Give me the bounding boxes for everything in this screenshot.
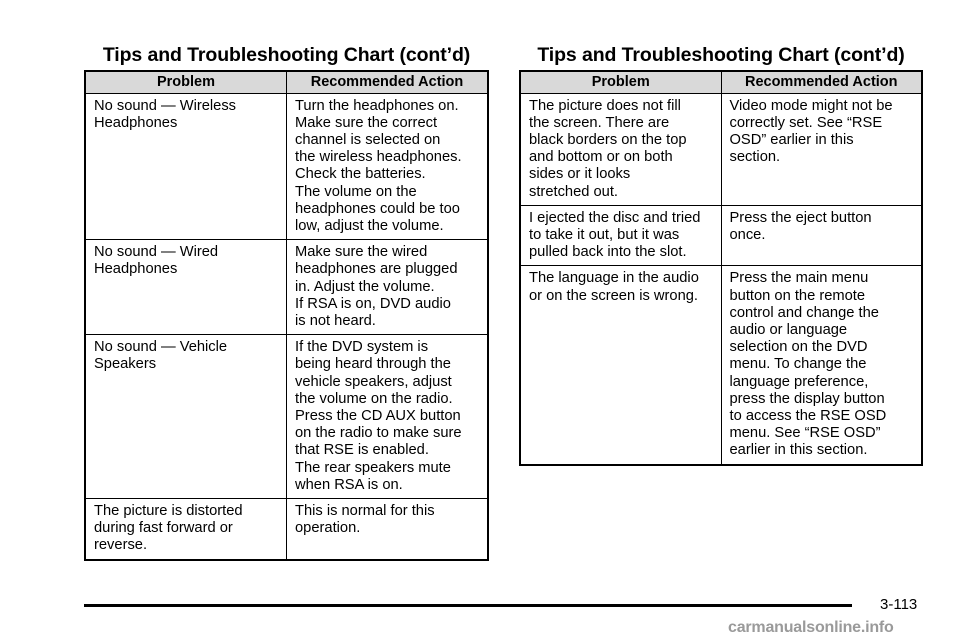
problem-cell: No sound — Wired Headphones	[85, 240, 287, 335]
table-row	[85, 240, 488, 335]
action-cell: If the DVD system is being heard through the vehicle speakers, adjust the volume on the radio. Press the CD AUX button on the radio to make sure that RSE is enabled. The rear speakers mute when RSA is on.	[287, 335, 489, 499]
left-chart-heading: Tips and Troubleshooting Chart (cont’d)	[102, 44, 471, 66]
footer-rule	[84, 604, 852, 607]
problem-cell: The language in the audio or on the screen is wrong.	[520, 266, 721, 465]
watermark: carmanualsonline.info	[728, 619, 894, 636]
table-row	[520, 266, 922, 465]
action-cell: Make sure the wired headphones are plugged in. Adjust the volume. If RSA is on, DVD audio is not heard.	[287, 240, 489, 335]
left-table-header-row	[85, 71, 488, 93]
right-chart-heading: Tips and Troubleshooting Chart (cont’d)	[537, 44, 905, 66]
left-header-problem: Problem	[85, 71, 287, 93]
left-column	[84, 40, 489, 561]
problem-cell: No sound — Vehicle Speakers	[85, 335, 287, 499]
left-header-action: Recommended Action	[287, 71, 489, 93]
right-troubleshooting-table	[519, 70, 923, 466]
right-column	[519, 40, 923, 466]
table-row	[85, 335, 488, 499]
right-table-header-row	[520, 71, 922, 93]
table-row	[85, 93, 488, 240]
action-cell: This is normal for this operation.	[287, 498, 489, 559]
right-header-action: Recommended Action	[721, 71, 922, 93]
problem-cell: No sound — Wireless Headphones	[85, 93, 287, 240]
left-troubleshooting-table	[84, 70, 489, 561]
action-cell: Press the main menu button on the remote control and change the audio or language selection on the DVD menu. To change the language preference, press the display button to access the RSE OSD menu. See “RSE OSD” earlier in this section.	[721, 266, 922, 465]
right-header-problem: Problem	[520, 71, 721, 93]
page-number: 3-113	[880, 596, 918, 613]
action-cell: Press the eject button once.	[721, 205, 922, 266]
table-row	[85, 498, 488, 559]
action-cell: Turn the headphones on. Make sure the correct channel is selected on the wireless headphones. Check the batteries. The volume on the headphones could be too low, adjust the volume.	[287, 93, 489, 240]
table-row	[520, 93, 922, 205]
problem-cell: I ejected the disc and tried to take it out, but it was pulled back into the slot.	[520, 205, 721, 266]
action-cell: Video mode might not be correctly set. See “RSE OSD” earlier in this section.	[721, 93, 922, 205]
table-row	[520, 205, 922, 266]
problem-cell: The picture is distorted during fast forward or reverse.	[85, 498, 287, 559]
problem-cell: The picture does not fill the screen. There are black borders on the top and bottom or on both sides or it looks stretched out.	[520, 93, 721, 205]
